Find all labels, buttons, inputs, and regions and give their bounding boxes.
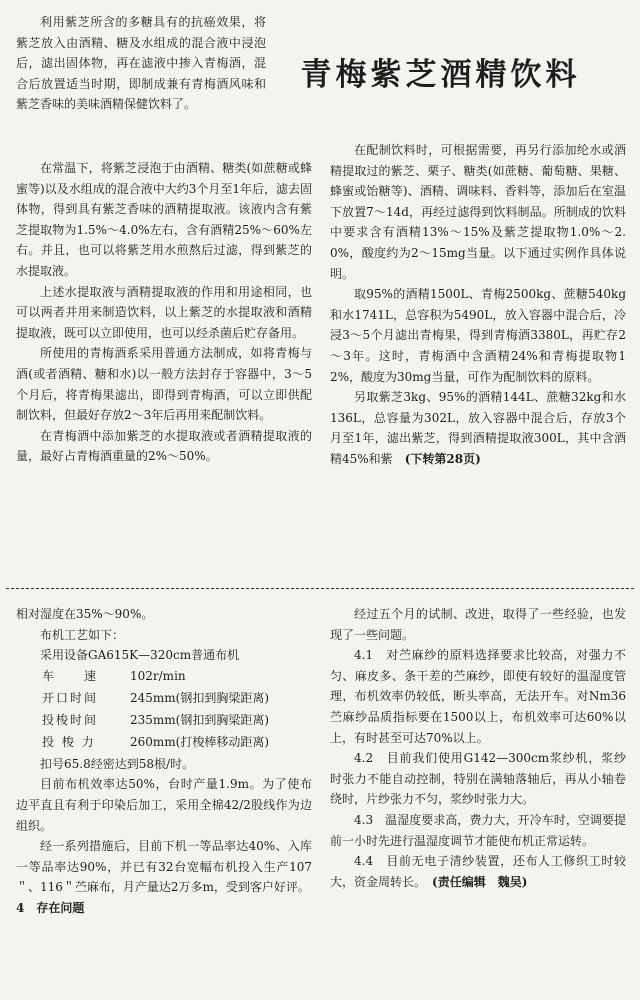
- left-column-top-intro: [16, 12, 266, 115]
- paragraph: 利用紫芝所含的多糖具有的抗癌效果，将紫芝放入由酒精、糖及水组成的混合液中浸泡后，滤出固体物，再在滤液中掺入青梅酒，混合后放置适当时期，即制成兼有青梅酒风味和紫芝香味的美味酒精保健饮料了。: [16, 15, 266, 112]
- spec-value: 245mm(钢扣到胸梁距离): [130, 691, 270, 706]
- paragraph: 在青梅酒中添加紫芝的水提取液或者酒精提取液的量，最好占青梅酒重量的2%～50%。: [16, 428, 312, 464]
- paragraph: 在常温下，将紫芝浸泡于由酒精、糖类(如蔗糖或蜂蜜等)以及水组成的混合液中大约3个月至1年后，滤去固体物，得到具有紫芝香味的酒精提取液。该液内含有紫芝提取物为1.5%～4.0%左右，含有酒精25%～60%左右。并且，也可以将紫芝用水煎熬后过滤，得到紫芝的水提取液。: [16, 161, 312, 278]
- left-column-bottom: [16, 604, 312, 919]
- right-column-bottom: [330, 604, 626, 892]
- paragraph: 4.2 目前我们使用G142—300cm浆纱机，浆纱时张力不能自动控制，特别在满轴落轴后，再从小轴卷绕时，片纱张力不匀，浆纱时张力大。: [330, 751, 626, 807]
- paragraph: [330, 851, 626, 892]
- author-note: (责任编辑 魏吴): [432, 874, 528, 889]
- paragraph: [330, 387, 626, 469]
- table-row: [42, 710, 269, 732]
- paragraph: 布机工艺如下：: [40, 627, 125, 642]
- paragraph: 上述水提取液与酒精提取液的作用和用途相同，也可以两者并用来制造饮料，以上紫芝的水提取液和酒精提取液，既可以立即使用，也可以经杀菌后贮存备用。: [16, 284, 312, 340]
- right-column-top: [330, 140, 626, 470]
- spec-value: 235mm(钢扣到胸梁距离): [130, 713, 270, 728]
- left-column-top: [16, 158, 312, 467]
- paragraph: 经一系列措施后，目前下机一等品率达40%、入库一等品率达90%，并已有32台宽幅布机投入生产107＂、116＂苎麻布，月产量达2万多m，受到客户好评。: [16, 839, 312, 895]
- paragraph: 所使用的青梅酒系采用普通方法制成，如将青梅与酒(或者酒精、糖和水)以一般方法封存于容器中，3～5个月后，将青梅果滤出，即得到青梅酒，可以立即供配制饮料，但最好存放2～3年后再用来配制饮料。: [16, 346, 312, 423]
- table-row: [42, 732, 269, 754]
- equipment-line: 采用设备GA615K—320cm普通布机: [40, 648, 240, 663]
- article-bottom: [0, 596, 640, 1000]
- process-spec-table: [42, 666, 269, 754]
- paragraph: 取95%的酒精1500L、青梅2500kg、蔗糖540kg和水1741L，总容积为5490L，放入容器中混合后，冷浸3～5个月滤出青梅果，得到青梅酒3380L，再贮存2～3年。这时，青梅酒中含酒精24%和青梅提取物12%，酸度为30mg当量，可作为配制饮料的原料。: [330, 287, 626, 384]
- paragraph: 目前布机效率达50%，台时产量1.9m。为了使布边平直且有利于印染后加工，采用全棉42/2股线作为边组织。: [16, 777, 312, 833]
- paragraph-text: 4.4 目前无电子清纱装置，还布人工修织工时较大，资金周转长。: [330, 854, 626, 889]
- paragraph: 相对湿度在35%～90%。: [16, 607, 154, 621]
- paragraph: 在配制饮料时，可根据需要，再另行添加纶水或酒精提取过的紫芝、栗子、糖类(如蔗糖、葡萄糖、果糖、蜂蜜或饴糖等)、酒精、调味料、香料等，添加后在室温下放置7～14d，再经过滤得到饮料制品。所制成的饮料中要求含有酒精13%～15%及紫芝提取物1.0%～2.0%，酸度约为2～15mg当量。以下通过实例作具体说明。: [330, 143, 626, 281]
- paragraph: 经过五个月的试制、改进，取得了一些经验，也发现了一些问题。: [330, 607, 626, 642]
- paragraph-text: 另取紫芝3kg、95%的酒精144L、蔗糖32kg和水136L，总容量为302L，放入容器中混合后，存放3个月至1年，滤出紫芝，得到酒精提取液300L，其中含酒精45%和紫: [330, 390, 626, 466]
- table-row: [42, 688, 269, 710]
- article-title: 青梅紫芝酒精饮料: [300, 57, 581, 93]
- paragraph: 扣号65.8经密达到58根/时。: [40, 756, 195, 771]
- spec-value: 260mm(打梭棒移动距离): [130, 735, 270, 750]
- paragraph: 4.1 对苎麻纱的原料选择要求比较高，对强力不匀、麻皮多、条干差的苎麻纱，即使有较好的温湿度管理，布机效率仍较低，断头率高，无法开车。对Nm36苎麻纱品质指标要在1500以上，布机效率可达60%以上，有时甚至可达70%以上。: [330, 648, 626, 745]
- spec-key: 投梭时间: [42, 713, 99, 728]
- section-heading: 4 存在问题: [16, 900, 85, 915]
- spec-key: 开口时间: [42, 691, 99, 706]
- paragraph: 4.3 温湿度要求高，费力大，开冷车时，空调要提前一小时先进行温湿度调节才能使布机正常运转。: [330, 812, 626, 848]
- spec-value: 102r/min: [130, 669, 186, 684]
- spec-key: 车 速: [42, 669, 99, 684]
- section-divider: [6, 588, 634, 589]
- table-row: [42, 666, 269, 688]
- continued-note: (下转第28页): [404, 451, 481, 466]
- spec-key: 投 梭 力: [42, 735, 96, 750]
